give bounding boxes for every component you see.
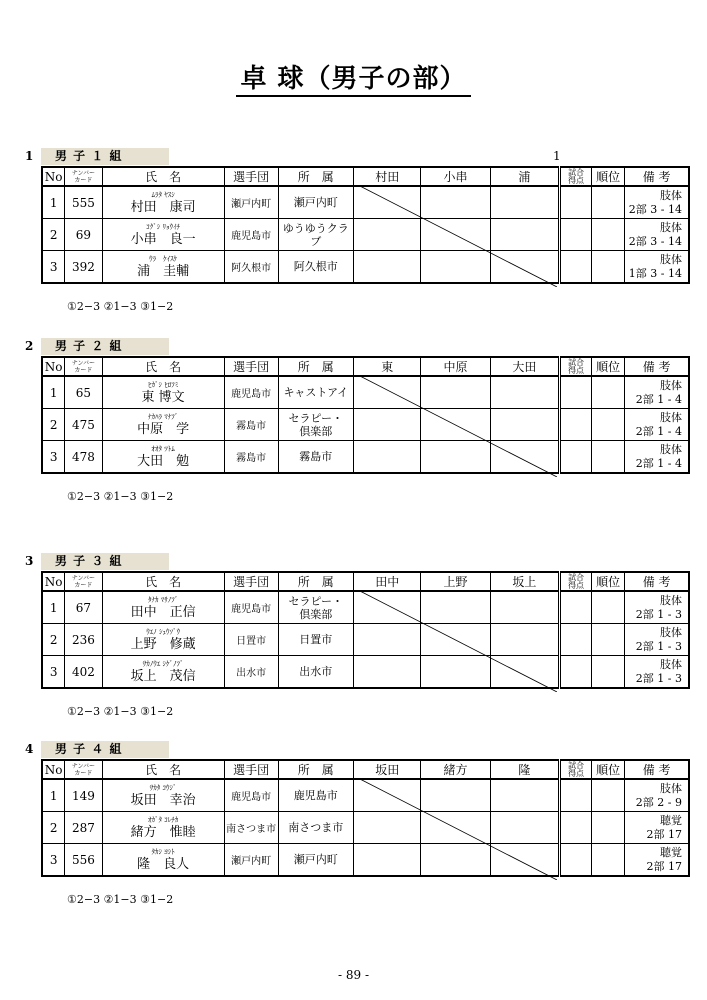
header-name: 氏 名	[102, 357, 224, 376]
cell-points	[560, 591, 592, 624]
cell-affiliation: 日置市	[278, 624, 354, 656]
player-name: 村田 康司	[130, 199, 196, 215]
cell-remarks	[625, 656, 689, 689]
cell-team: 南さつま市	[224, 812, 278, 844]
player-kana: ﾀｶｼ ﾖｼﾄ	[151, 847, 175, 856]
group-header	[25, 338, 690, 356]
header-rank: 順位	[592, 357, 625, 376]
cell-no: 2	[42, 219, 65, 251]
header-opponent: 東	[354, 357, 421, 376]
header-no: No	[42, 357, 65, 376]
cell-rank	[592, 624, 625, 656]
diagonal-line	[358, 778, 557, 880]
cell-name	[102, 656, 224, 689]
cell-affiliation	[278, 409, 354, 441]
player-name: 隆 良人	[137, 856, 190, 872]
remarks-line2: 1部 3 - 14	[628, 266, 682, 280]
affiliation-line1: セラピー・	[288, 594, 344, 608]
cell-affiliation: 阿久根市	[278, 251, 354, 284]
cell-affiliation: 出水市	[278, 656, 354, 689]
cell-remarks	[625, 591, 689, 624]
group-label: 男 子 ４ 組	[41, 741, 169, 758]
header-name: 氏 名	[102, 167, 224, 186]
cell-points	[560, 779, 592, 812]
cell-card: 556	[65, 844, 102, 877]
header-affiliation: 所 属	[278, 572, 354, 591]
header-affiliation: 所 属	[278, 760, 354, 779]
header-number-card-line2: カード	[74, 769, 93, 777]
header-name: 氏 名	[102, 760, 224, 779]
cell-affiliation	[278, 591, 354, 624]
cell-name	[102, 844, 224, 877]
header-number-card	[65, 572, 102, 591]
cell-card: 67	[65, 591, 102, 624]
header-number-card-line1: ナンバー	[71, 762, 96, 770]
group-4	[25, 741, 690, 906]
cell-no: 3	[42, 251, 65, 284]
header-row	[42, 357, 689, 376]
header-match-points-line1: 試合	[568, 357, 585, 367]
cell-affiliation: 鹿児島市	[278, 779, 354, 812]
remarks-line2: 2部 17	[646, 827, 682, 841]
remarks-line1: 肢体	[660, 378, 682, 392]
cell-affiliation: ゆうゆうクラブ	[278, 219, 354, 251]
header-match-points-line1: 試合	[568, 572, 585, 582]
player-name: 田中 正信	[130, 604, 196, 620]
header-number-card-line2: カード	[74, 366, 93, 374]
cell-team: 霧島市	[224, 409, 278, 441]
player-name: 東 博文	[141, 389, 185, 405]
cell-no: 2	[42, 409, 65, 441]
player-kana: ﾅｶﾊﾗ ﾏﾅﾌﾞ	[147, 412, 179, 421]
cell-no: 3	[42, 844, 65, 877]
header-opponent: 田中	[354, 572, 421, 591]
cell-no: 3	[42, 656, 65, 689]
cell-remarks	[625, 219, 689, 251]
header-name: 氏 名	[102, 572, 224, 591]
header-match-points	[560, 760, 592, 779]
header-number-card-line2: カード	[74, 176, 93, 184]
player-kana: ﾋｶﾞｼ ﾋﾛﾌﾐ	[147, 380, 179, 389]
header-number-card-line1: ナンバー	[71, 574, 96, 582]
cell-team: 鹿児島市	[224, 591, 278, 624]
affiliation-line2: 倶楽部	[299, 424, 333, 438]
cell-name	[102, 376, 224, 409]
cell-rank	[592, 656, 625, 689]
header-row	[42, 167, 689, 186]
cell-no: 1	[42, 186, 65, 219]
remarks-line2: 2部 1 - 3	[635, 607, 682, 621]
cell-rank	[592, 376, 625, 409]
cell-rank	[592, 441, 625, 474]
player-name: 上野 修蔵	[130, 636, 196, 652]
header-match-points-line2: 得点	[568, 365, 585, 375]
cell-affiliation: 南さつま市	[278, 812, 354, 844]
header-match-points-line2: 得点	[568, 175, 585, 185]
cell-no: 1	[42, 779, 65, 812]
cell-remarks	[625, 779, 689, 812]
header-match-points	[560, 572, 592, 591]
cell-remarks	[625, 376, 689, 409]
match-order: ①2−3 ②1−3 ③1−2	[67, 893, 174, 906]
remarks-line2: 2部 1 - 3	[635, 671, 682, 685]
cell-card: 287	[65, 812, 102, 844]
cell-name	[102, 441, 224, 474]
cell-rank	[592, 186, 625, 219]
cell-remarks	[625, 441, 689, 474]
cell-affiliation: キャストアイ	[278, 376, 354, 409]
player-name: 浦 圭輔	[137, 263, 190, 279]
cell-name	[102, 219, 224, 251]
cell-points	[560, 624, 592, 656]
cell-points	[560, 844, 592, 877]
cell-team: 鹿児島市	[224, 779, 278, 812]
remarks-line2: 2部 1 - 3	[635, 639, 682, 653]
header-affiliation: 所 属	[278, 167, 354, 186]
header-team: 選手団	[224, 167, 278, 186]
cell-no: 2	[42, 812, 65, 844]
cell-team: 阿久根市	[224, 251, 278, 284]
remarks-line2: 2部 17	[646, 859, 682, 873]
header-match-points-line1: 試合	[568, 760, 585, 770]
cell-card: 392	[65, 251, 102, 284]
match-order: ①2−3 ②1−3 ③1−2	[67, 705, 174, 718]
player-name: 緒方 惟睦	[130, 824, 196, 840]
cell-points	[560, 186, 592, 219]
group-label: 男 子 ２ 組	[41, 338, 169, 355]
header-team: 選手団	[224, 357, 278, 376]
header-affiliation: 所 属	[278, 357, 354, 376]
remarks-line2: 2部 2 - 9	[635, 795, 682, 809]
player-kana: ｻｶﾉｳｴ ｼｹﾞﾉﾌﾞ	[142, 659, 184, 668]
header-remarks: 備 考	[625, 572, 689, 591]
header-opponent: 坂田	[354, 760, 421, 779]
header-no: No	[42, 167, 65, 186]
header-remarks: 備 考	[625, 167, 689, 186]
cell-card: 69	[65, 219, 102, 251]
header-match-points	[560, 167, 592, 186]
header-opponent: 坂上	[490, 572, 559, 591]
cell-affiliation: 瀬戸内町	[278, 844, 354, 877]
header-rank: 順位	[592, 572, 625, 591]
cell-remarks	[625, 844, 689, 877]
header-no: No	[42, 760, 65, 779]
remarks-line2: 2部 3 - 14	[628, 202, 682, 216]
remarks-line1: 聴覚	[660, 845, 682, 859]
header-remarks: 備 考	[625, 760, 689, 779]
player-kana: ｳﾗ ｹｲｽｹ	[149, 254, 178, 263]
diagonal-line	[358, 375, 557, 477]
header-number-card	[65, 760, 102, 779]
affiliation-line2: 倶楽部	[299, 607, 333, 621]
match-order: ①2−3 ②1−3 ③1−2	[67, 300, 174, 313]
page-title: 卓 球（男子の部）	[0, 58, 707, 95]
header-remarks: 備 考	[625, 357, 689, 376]
cell-team: 瀬戸内町	[224, 186, 278, 219]
cell-team: 霧島市	[224, 441, 278, 474]
group-header	[25, 148, 690, 166]
cell-name	[102, 251, 224, 284]
cell-affiliation: 霧島市	[278, 441, 354, 474]
cell-team: 出水市	[224, 656, 278, 689]
cell-card: 475	[65, 409, 102, 441]
header-number-card-line1: ナンバー	[71, 359, 96, 367]
match-order: ①2−3 ②1−3 ③1−2	[67, 490, 174, 503]
cell-no: 1	[42, 376, 65, 409]
player-kana: ｳｴﾉ ｼｭｳｿﾞｳ	[146, 627, 180, 636]
group-label: 男 子 ３ 組	[41, 553, 169, 570]
cell-rank	[592, 251, 625, 284]
remarks-line2: 2部 3 - 14	[628, 234, 682, 248]
group-header	[25, 741, 690, 759]
player-kana: ﾑﾗﾀ ﾔｽｼ	[151, 190, 175, 199]
cell-card: 236	[65, 624, 102, 656]
cell-points	[560, 219, 592, 251]
header-rank: 順位	[592, 760, 625, 779]
group-page-mark: 1	[553, 149, 561, 163]
cell-remarks	[625, 624, 689, 656]
header-match-points-line2: 得点	[568, 580, 585, 590]
page-number: - 89 -	[337, 968, 369, 982]
cell-affiliation: 瀬戸内町	[278, 186, 354, 219]
player-name: 大田 勉	[137, 453, 190, 469]
cell-rank	[592, 844, 625, 877]
group-label: 男 子 １ 組	[41, 148, 169, 165]
cell-no: 1	[42, 591, 65, 624]
cell-remarks	[625, 812, 689, 844]
cell-points	[560, 409, 592, 441]
group-number: 2	[25, 339, 34, 353]
header-opponent: 村田	[354, 167, 421, 186]
header-match-points-line2: 得点	[568, 768, 585, 778]
cell-rank	[592, 591, 625, 624]
remarks-line2: 2部 1 - 4	[635, 392, 682, 406]
cell-team: 日置市	[224, 624, 278, 656]
group-header	[25, 553, 690, 571]
remarks-line1: 肢体	[660, 625, 682, 639]
header-opponent: 浦	[490, 167, 559, 186]
cell-points	[560, 441, 592, 474]
player-kana: ｵｵﾀ ﾂﾄﾑ	[151, 444, 175, 453]
cell-name	[102, 409, 224, 441]
cell-card: 478	[65, 441, 102, 474]
player-kana: ｻｶﾀ ｺｳｼﾞ	[149, 783, 177, 792]
cell-no: 3	[42, 441, 65, 474]
cell-team: 瀬戸内町	[224, 844, 278, 877]
header-number-card-line1: ナンバー	[71, 169, 96, 177]
cell-remarks	[625, 186, 689, 219]
cell-card: 402	[65, 656, 102, 689]
cell-card: 555	[65, 186, 102, 219]
header-row	[42, 760, 689, 779]
cell-team: 鹿児島市	[224, 376, 278, 409]
cell-name	[102, 591, 224, 624]
header-row	[42, 572, 689, 591]
remarks-line1: 肢体	[660, 781, 682, 795]
header-opponent: 小串	[421, 167, 490, 186]
cell-name	[102, 624, 224, 656]
diagonal-line	[358, 185, 557, 287]
header-opponent: 隆	[490, 760, 559, 779]
remarks-line1: 肢体	[660, 410, 682, 424]
affiliation-line1: セラピー・	[288, 411, 344, 425]
cell-rank	[592, 409, 625, 441]
group-number: 4	[25, 742, 34, 756]
player-name: 中原 学	[137, 421, 190, 437]
player-name: 坂上 茂信	[130, 668, 196, 684]
group-1	[25, 148, 690, 313]
cell-rank	[592, 219, 625, 251]
group-3	[25, 553, 690, 718]
cell-team: 鹿児島市	[224, 219, 278, 251]
cell-name	[102, 186, 224, 219]
header-match-points	[560, 357, 592, 376]
remarks-line1: 聴覚	[660, 813, 682, 827]
group-2	[25, 338, 690, 503]
diagonal-line	[358, 590, 557, 692]
header-number-card	[65, 357, 102, 376]
cell-points	[560, 812, 592, 844]
remarks-line1: 肢体	[660, 442, 682, 456]
remarks-line2: 2部 1 - 4	[635, 424, 682, 438]
cell-points	[560, 656, 592, 689]
remarks-line2: 2部 1 - 4	[635, 456, 682, 470]
remarks-line1: 肢体	[660, 657, 682, 671]
cell-name	[102, 812, 224, 844]
header-opponent: 中原	[421, 357, 490, 376]
cell-remarks	[625, 409, 689, 441]
cell-no: 2	[42, 624, 65, 656]
header-no: No	[42, 572, 65, 591]
cell-card: 65	[65, 376, 102, 409]
remarks-line1: 肢体	[660, 188, 682, 202]
cell-points	[560, 251, 592, 284]
header-number-card-line2: カード	[74, 581, 93, 589]
group-number: 1	[25, 149, 34, 163]
player-name: 坂田 幸治	[130, 792, 196, 808]
header-match-points-line1: 試合	[568, 167, 585, 177]
player-name: 小串 良一	[130, 231, 196, 247]
cell-rank	[592, 779, 625, 812]
remarks-line1: 肢体	[660, 593, 682, 607]
header-opponent: 緒方	[421, 760, 490, 779]
cell-name	[102, 779, 224, 812]
header-rank: 順位	[592, 167, 625, 186]
header-team: 選手団	[224, 572, 278, 591]
remarks-line1: 肢体	[660, 220, 682, 234]
cell-points	[560, 376, 592, 409]
header-opponent: 大田	[490, 357, 559, 376]
player-kana: ｺｸﾞｼ ﾘｮｳｲﾁ	[146, 222, 180, 231]
cell-card: 149	[65, 779, 102, 812]
cell-rank	[592, 812, 625, 844]
cell-remarks	[625, 251, 689, 284]
header-number-card	[65, 167, 102, 186]
player-kana: ｵｶﾞﾀ ｺﾚﾁｶ	[147, 815, 179, 824]
header-opponent: 上野	[421, 572, 490, 591]
player-kana: ﾀﾅｶ ﾏｻﾉﾌﾞ	[147, 595, 179, 604]
group-number: 3	[25, 554, 34, 568]
remarks-line1: 肢体	[660, 252, 682, 266]
header-team: 選手団	[224, 760, 278, 779]
